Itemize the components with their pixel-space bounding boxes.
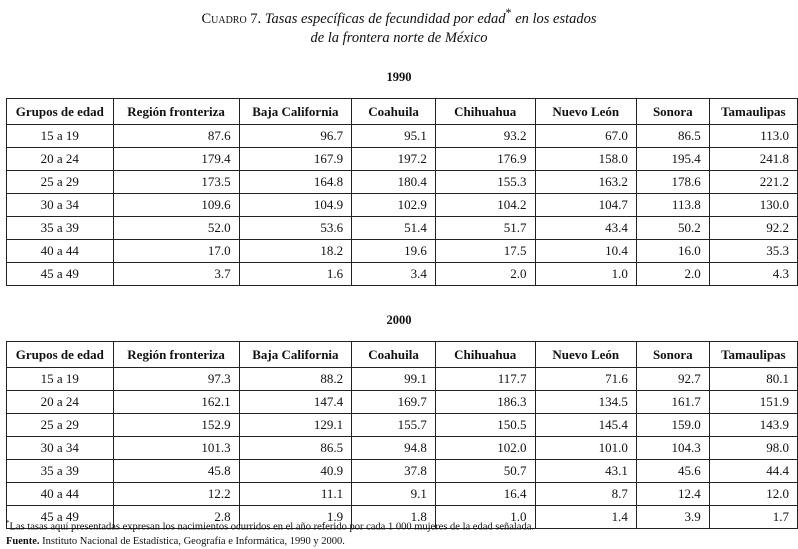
footnote-text: Las tasas aquí presentadas expresan los nacimientos ocurridos en el año referido por cada 1 000 mujeres de la edad señalada. xyxy=(9,521,535,533)
rate-cell: 17.0 xyxy=(113,240,239,263)
table-caption xyxy=(0,4,798,48)
year-heading-2000: 2000 xyxy=(386,313,412,327)
rate-cell: 158.0 xyxy=(535,148,636,171)
rate-cell: 102.9 xyxy=(352,194,436,217)
rate-cell: 67.0 xyxy=(535,125,636,148)
rate-cell: 43.4 xyxy=(535,217,636,240)
column-header: Nuevo León xyxy=(535,342,636,368)
rate-cell: 3.7 xyxy=(113,263,239,286)
rate-cell: 173.5 xyxy=(113,171,239,194)
rate-cell: 40.9 xyxy=(239,460,352,483)
footnote-rates xyxy=(6,516,796,535)
rate-cell: 102.0 xyxy=(435,437,535,460)
rate-cell: 52.0 xyxy=(113,217,239,240)
age-group-cell: 45 a 49 xyxy=(7,506,114,529)
rate-cell: 145.4 xyxy=(535,414,636,437)
source-label: Fuente. xyxy=(6,535,40,547)
rate-cell: 86.5 xyxy=(636,125,709,148)
table-row xyxy=(7,217,798,240)
rate-cell: 50.2 xyxy=(636,217,709,240)
rate-cell: 178.6 xyxy=(636,171,709,194)
age-group-cell: 40 a 44 xyxy=(7,240,114,263)
rate-cell: 10.4 xyxy=(535,240,636,263)
rate-cell: 2.0 xyxy=(636,263,709,286)
rate-cell: 16.4 xyxy=(435,483,535,506)
rate-cell: 1.0 xyxy=(435,506,535,529)
table-row xyxy=(7,125,798,148)
rate-cell: 143.9 xyxy=(709,414,797,437)
rate-cell: 117.7 xyxy=(435,368,535,391)
rate-cell: 195.4 xyxy=(636,148,709,171)
rate-cell: 197.2 xyxy=(352,148,436,171)
rate-cell: 221.2 xyxy=(709,171,797,194)
fertility-table-1990 xyxy=(6,98,798,286)
rate-cell: 104.3 xyxy=(636,437,709,460)
rate-cell: 151.9 xyxy=(709,391,797,414)
rate-cell: 18.2 xyxy=(239,240,352,263)
rate-cell: 12.2 xyxy=(113,483,239,506)
age-group-cell: 45 a 49 xyxy=(7,263,114,286)
age-group-cell: 15 a 19 xyxy=(7,125,114,148)
rate-cell: 104.7 xyxy=(535,194,636,217)
rate-cell: 186.3 xyxy=(435,391,535,414)
rate-cell: 4.3 xyxy=(709,263,797,286)
rate-cell: 163.2 xyxy=(535,171,636,194)
column-header: Sonora xyxy=(636,99,709,125)
rate-cell: 43.1 xyxy=(535,460,636,483)
rate-cell: 159.0 xyxy=(636,414,709,437)
rate-cell: 2.0 xyxy=(435,263,535,286)
year-heading-1990: 1990 xyxy=(386,70,412,84)
column-header: Chihuahua xyxy=(435,99,535,125)
table-row xyxy=(7,240,798,263)
column-header: Baja California xyxy=(239,99,352,125)
rate-cell: 53.6 xyxy=(239,217,352,240)
rate-cell: 155.7 xyxy=(352,414,436,437)
footnote-asterisk: * xyxy=(6,519,10,527)
rate-cell: 99.1 xyxy=(352,368,436,391)
rate-cell: 44.4 xyxy=(709,460,797,483)
rate-cell: 104.2 xyxy=(435,194,535,217)
rate-cell: 176.9 xyxy=(435,148,535,171)
rate-cell: 12.0 xyxy=(709,483,797,506)
table-row xyxy=(7,391,798,414)
rate-cell: 147.4 xyxy=(239,391,352,414)
rate-cell: 1.7 xyxy=(709,506,797,529)
rate-cell: 134.5 xyxy=(535,391,636,414)
footnotes xyxy=(6,516,796,549)
column-header: Sonora xyxy=(636,342,709,368)
rate-cell: 37.8 xyxy=(352,460,436,483)
age-group-cell: 30 a 34 xyxy=(7,437,114,460)
caption-asterisk: * xyxy=(505,6,512,20)
source-text: Instituto Nacional de Estadística, Geografía e Informática, 1990 y 2000. xyxy=(39,535,345,547)
table-row xyxy=(7,414,798,437)
rate-cell: 86.5 xyxy=(239,437,352,460)
header-row xyxy=(7,342,798,368)
table-row xyxy=(7,483,798,506)
rate-cell: 45.8 xyxy=(113,460,239,483)
rate-cell: 2.8 xyxy=(113,506,239,529)
rate-cell: 167.9 xyxy=(239,148,352,171)
header-row xyxy=(7,99,798,125)
rate-cell: 45.6 xyxy=(636,460,709,483)
rate-cell: 88.2 xyxy=(239,368,352,391)
column-header: Baja California xyxy=(239,342,352,368)
rate-cell: 152.9 xyxy=(113,414,239,437)
caption-title-end: en los estados xyxy=(511,10,597,27)
rate-cell: 9.1 xyxy=(352,483,436,506)
rate-cell: 50.7 xyxy=(435,460,535,483)
age-group-cell: 35 a 39 xyxy=(7,460,114,483)
rate-cell: 1.0 xyxy=(535,263,636,286)
rate-cell: 1.4 xyxy=(535,506,636,529)
caption-line-2: de la frontera norte de México xyxy=(310,29,488,46)
table-row xyxy=(7,148,798,171)
rate-cell: 80.1 xyxy=(709,368,797,391)
rate-cell: 1.6 xyxy=(239,263,352,286)
rate-cell: 241.8 xyxy=(709,148,797,171)
rate-cell: 1.9 xyxy=(239,506,352,529)
rate-cell: 3.9 xyxy=(636,506,709,529)
column-header: Nuevo León xyxy=(535,99,636,125)
column-header: Región fronteriza xyxy=(113,99,239,125)
rate-cell: 164.8 xyxy=(239,171,352,194)
age-group-cell: 25 a 29 xyxy=(7,171,114,194)
rate-cell: 51.7 xyxy=(435,217,535,240)
age-group-cell: 35 a 39 xyxy=(7,217,114,240)
rate-cell: 11.1 xyxy=(239,483,352,506)
rate-cell: 180.4 xyxy=(352,171,436,194)
rate-cell: 3.4 xyxy=(352,263,436,286)
rate-cell: 12.4 xyxy=(636,483,709,506)
table-row xyxy=(7,437,798,460)
rate-cell: 161.7 xyxy=(636,391,709,414)
rate-cell: 71.6 xyxy=(535,368,636,391)
rate-cell: 1.8 xyxy=(352,506,436,529)
table-row xyxy=(7,194,798,217)
rate-cell: 16.0 xyxy=(636,240,709,263)
rate-cell: 162.1 xyxy=(113,391,239,414)
fertility-table-2000 xyxy=(6,341,798,529)
column-header: Grupos de edad xyxy=(7,342,114,368)
age-group-cell: 25 a 29 xyxy=(7,414,114,437)
caption-label: Cuadro 7. xyxy=(201,10,262,27)
column-header: Tamaulipas xyxy=(709,342,797,368)
rate-cell: 93.2 xyxy=(435,125,535,148)
rate-cell: 155.3 xyxy=(435,171,535,194)
rate-cell: 113.0 xyxy=(709,125,797,148)
column-header: Tamaulipas xyxy=(709,99,797,125)
rate-cell: 94.8 xyxy=(352,437,436,460)
age-group-cell: 40 a 44 xyxy=(7,483,114,506)
footnote-source xyxy=(6,535,796,549)
caption-title: Tasas específicas de fecundidad por edad xyxy=(264,10,506,27)
rate-cell: 35.3 xyxy=(709,240,797,263)
rate-cell: 109.6 xyxy=(113,194,239,217)
age-group-cell: 15 a 19 xyxy=(7,368,114,391)
age-group-cell: 30 a 34 xyxy=(7,194,114,217)
rate-cell: 98.0 xyxy=(709,437,797,460)
table-row xyxy=(7,460,798,483)
age-group-cell: 20 a 24 xyxy=(7,148,114,171)
rate-cell: 169.7 xyxy=(352,391,436,414)
rate-cell: 51.4 xyxy=(352,217,436,240)
rate-cell: 17.5 xyxy=(435,240,535,263)
rate-cell: 104.9 xyxy=(239,194,352,217)
column-header: Grupos de edad xyxy=(7,99,114,125)
column-header: Chihuahua xyxy=(435,342,535,368)
rate-cell: 95.1 xyxy=(352,125,436,148)
column-header: Coahuila xyxy=(352,99,436,125)
table-row xyxy=(7,263,798,286)
rate-cell: 96.7 xyxy=(239,125,352,148)
table-row xyxy=(7,171,798,194)
age-group-cell: 20 a 24 xyxy=(7,391,114,414)
rate-cell: 101.0 xyxy=(535,437,636,460)
rate-cell: 129.1 xyxy=(239,414,352,437)
rate-cell: 87.6 xyxy=(113,125,239,148)
column-header: Región fronteriza xyxy=(113,342,239,368)
rate-cell: 19.6 xyxy=(352,240,436,263)
rate-cell: 113.8 xyxy=(636,194,709,217)
rate-cell: 92.7 xyxy=(636,368,709,391)
rate-cell: 97.3 xyxy=(113,368,239,391)
rate-cell: 8.7 xyxy=(535,483,636,506)
rate-cell: 179.4 xyxy=(113,148,239,171)
column-header: Coahuila xyxy=(352,342,436,368)
rate-cell: 101.3 xyxy=(113,437,239,460)
rate-cell: 130.0 xyxy=(709,194,797,217)
rate-cell: 150.5 xyxy=(435,414,535,437)
caption-line-1 xyxy=(0,4,798,29)
rate-cell: 92.2 xyxy=(709,217,797,240)
table-row xyxy=(7,368,798,391)
